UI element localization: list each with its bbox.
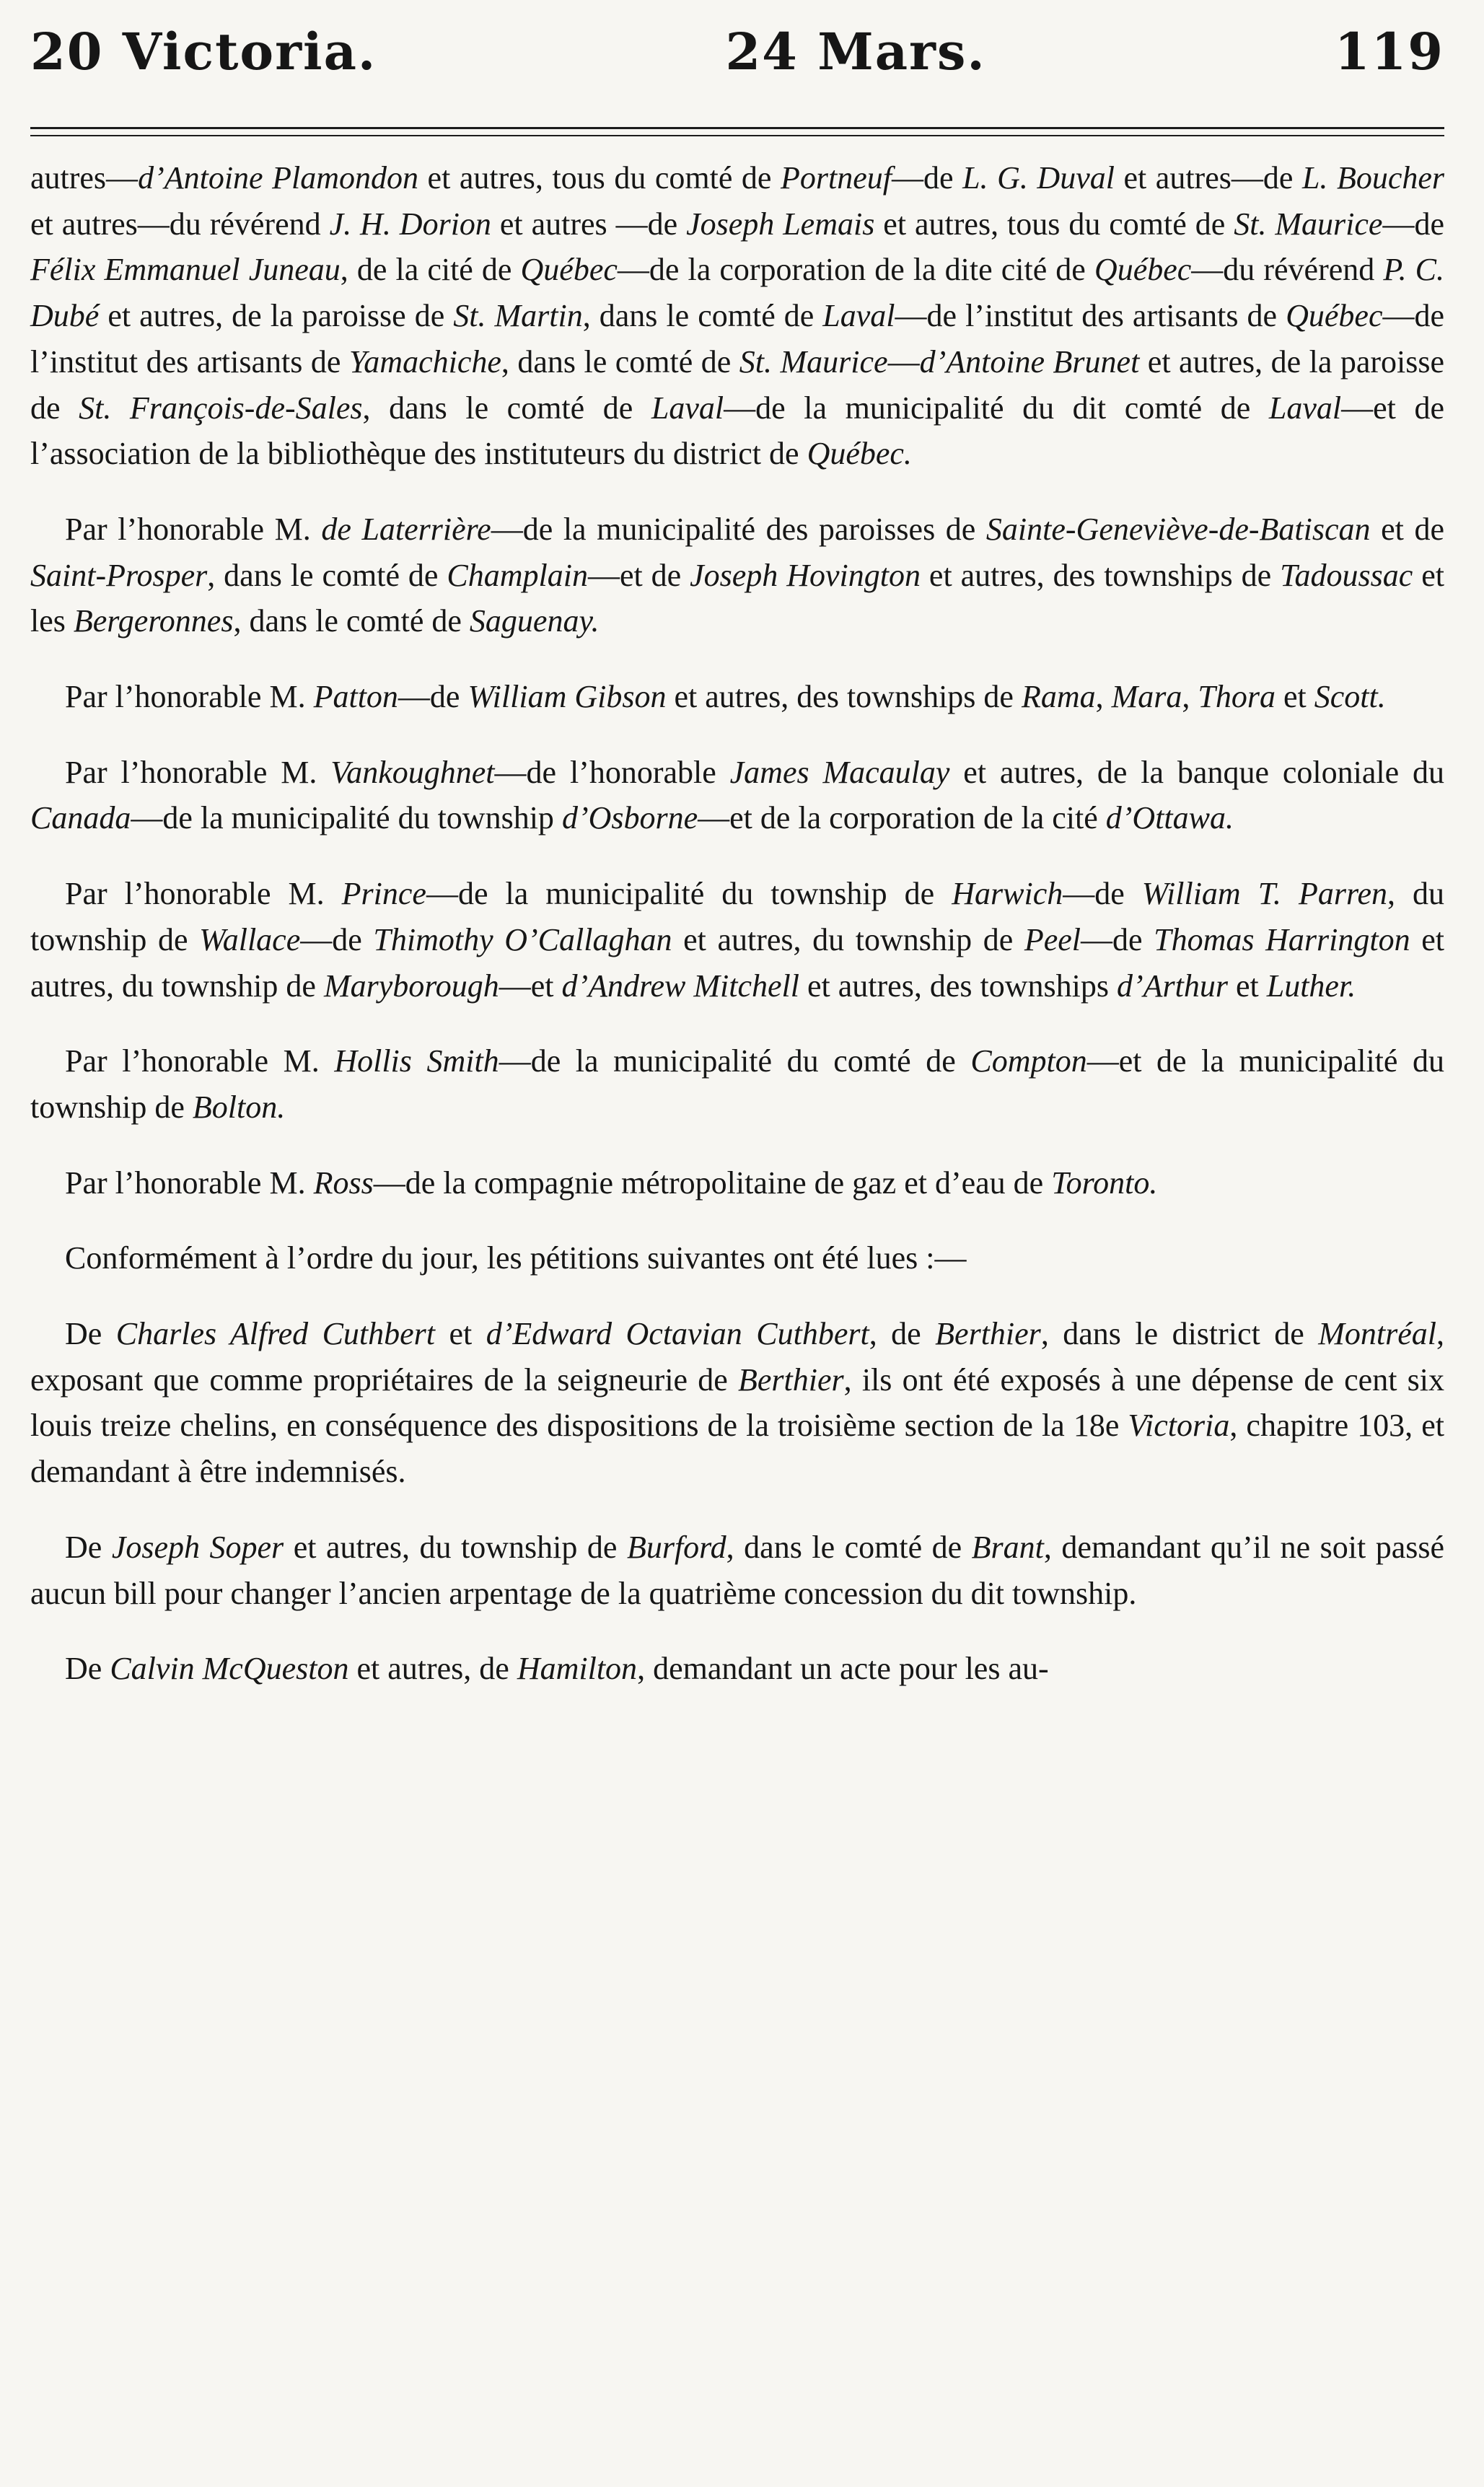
italic-name: St. François-de-Sales [79,390,363,426]
italic-name: d’Antoine Plamondon [138,160,418,196]
text-run: —et de l’association de la bibliothèque des instituteurs du district de [30,390,1445,472]
italic-name: Québec [1094,252,1192,288]
paragraph [30,871,1444,1009]
text-run: , dans le comté de [501,343,739,380]
italic-name: Québec. [807,436,912,472]
text-run: —de [300,921,374,957]
text-run: —de [1382,206,1444,242]
italic-name: Joseph Lemais [686,206,875,242]
italic-name: Sainte-Geneviève-de-Batiscan [985,511,1371,547]
page-number: 119 [1334,22,1444,82]
header-date: 24 Mars. [725,22,986,82]
italic-name: Peel [1024,921,1081,957]
text-run: —de la municipalité du township [131,800,562,836]
text-run: et autres, de la paroisse de [30,343,1445,426]
paragraph [30,1235,1444,1281]
text-run: Par l’honorable M. [65,511,322,547]
text-run: —de la municipalité du comté de [499,1043,971,1079]
text-run: , dans le comté de [207,557,447,593]
text-run: et autres, des townships [799,968,1117,1004]
italic-name: d’Ottawa. [1105,800,1234,836]
italic-name: Laval [651,390,724,426]
header-rule-thin [30,135,1444,136]
text-run: , dans le comté de [362,390,651,426]
italic-name: Berthier [935,1316,1041,1352]
paragraph [30,674,1444,720]
italic-name: Saguenay. [469,603,600,639]
text-run: et [435,1316,486,1352]
text-run: —de [398,679,468,715]
text-run: —de la municipalité du dit comté de [724,390,1269,426]
text-run: et autres—de [1114,160,1302,196]
text-run: Par l’honorable M. [65,754,331,790]
italic-name: Luther. [1266,968,1356,1004]
italic-name: Thimothy O’Callaghan [373,921,672,957]
text-run: —du révérend [1191,252,1384,288]
italic-name: Rama [1021,679,1096,715]
italic-name: L. Boucher [1301,160,1445,196]
paragraph [30,1311,1444,1495]
italic-name: Mara [1111,679,1182,715]
header-rule [30,127,1444,136]
italic-name: Joseph Hovington [690,557,921,593]
italic-name: Laval [822,298,895,334]
italic-name: Scott. [1314,679,1386,715]
italic-name: James Macaulay [729,754,950,790]
text-run: De [65,1316,116,1352]
italic-name: St. Maurice [739,343,888,380]
text-run: et autres, de [348,1651,517,1687]
text-run: , dans le comté de [582,298,823,334]
text-run: —de la municipalité du township de [426,876,952,912]
italic-name: Hollis Smith [334,1043,499,1079]
text-run: et autres, du township de [284,1529,627,1565]
text-run: et les [30,557,1444,639]
italic-name: Patton [313,679,398,715]
italic-name: William T. Parren [1141,876,1387,912]
italic-name: d’Antoine Brunet [919,343,1140,380]
text-run: et autres, de la banque coloniale du [949,754,1444,790]
italic-name: Thora [1198,679,1276,715]
text-run: — [887,343,920,380]
italic-name: d’Arthur [1116,968,1228,1004]
italic-name: Toronto. [1051,1164,1158,1201]
paragraph [30,1525,1444,1616]
text-run: —de l’institut des artisants de [895,298,1286,334]
text-run: De [65,1651,110,1687]
italic-name: L. G. Duval [962,160,1115,196]
text-run: —de l’institut des artisants de [30,298,1445,380]
text-run: et autres, tous du comté de [418,160,781,196]
paragraph [30,750,1444,841]
italic-name: Champlain [447,557,588,593]
italic-name: Laval [1268,390,1342,426]
text-run: —de la compagnie métropolitaine de gaz et d’eau de [373,1164,1052,1201]
text-run: —et de la municipalité du township de [30,1043,1444,1125]
text-run: et autres, tous du comté de [874,206,1234,242]
text-run: Par l’honorable M. [65,876,342,912]
text-run: , du township de [30,876,1445,957]
text-run: —et de la corporation de la cité [698,800,1106,836]
text-run: , dans le comté de [233,603,470,639]
italic-name: Yamachiche [348,343,501,380]
text-run: et autres, des townships de [920,557,1281,593]
italic-name: Tadoussac [1280,557,1413,593]
italic-name: d’Osborne [561,800,698,836]
text-run: , de [869,1316,936,1352]
text-run: Par l’honorable M. [65,1043,335,1079]
text-run: Conformément à l’ordre du jour, les pétitions suivantes ont été lues :— [65,1240,967,1276]
italic-name: de Laterrière [321,511,491,547]
italic-name: Maryborough [323,968,499,1004]
text-run: De [65,1529,112,1565]
italic-name: Félix Emmanuel Juneau [30,252,341,288]
text-run: —de [1063,876,1142,912]
italic-name: Charles Alfred Cuthbert [115,1316,436,1352]
paragraph [30,1038,1444,1130]
italic-name: Ross [313,1164,374,1201]
italic-name: Victoria [1128,1408,1230,1444]
italic-name: St. Martin [453,298,583,334]
text-run: , de la cité de [340,252,521,288]
italic-name: Joseph Soper [111,1529,284,1565]
italic-name: Québec [1286,298,1383,334]
header-rule-thick [30,127,1444,129]
italic-name: Québec [520,252,618,288]
italic-name: Prince [341,876,426,912]
text-run: Par l’honorable M. [65,1164,314,1201]
italic-name: Burford [626,1529,726,1565]
text-run: , chapitre 103, et demandant à être indemnisés. [30,1408,1444,1490]
text-run: —de [892,160,963,196]
italic-name: d’Andrew Mitchell [561,968,800,1004]
paragraph [30,155,1444,477]
paragraph [30,506,1444,644]
text-run: , exposant que comme propriétaires de la seigneurie de [30,1316,1444,1398]
italic-name: Vankoughnet [330,754,495,790]
italic-name: Compton [970,1043,1087,1079]
italic-name: J. H. Dorion [329,206,491,242]
text-run: , demandant qu’il ne soit passé aucun bill pour changer l’ancien arpentage de la quatrième concession du dit township. [30,1529,1445,1611]
text-run: —et [499,968,562,1004]
italic-name: Berthier [738,1361,844,1398]
text-run: et autres, de la paroisse de [99,298,454,334]
italic-name: Bergeronnes [73,603,234,639]
italic-name: P. C. Dubé [30,252,1444,334]
italic-name: Portneuf [781,160,892,196]
text-run: Par l’honorable M. [65,679,314,715]
italic-name: Calvin McQueston [110,1651,349,1687]
italic-name: d’Edward Octavian Cuthbert [486,1316,869,1352]
text-run: —de la municipalité des paroisses de [491,511,986,547]
italic-name: Thomas Harrington [1154,921,1410,957]
text-run: , ils ont été exposés à une dépense de cent six louis treize chelins, en conséquence des dispositions de la troisième section de la 18e [30,1361,1444,1444]
italic-name: Canada [30,800,131,836]
text-run: , [1095,679,1112,715]
italic-name: Bolton. [192,1089,286,1125]
text-run: et autres, des townships de [666,679,1022,715]
text-run: —de l’honorable [494,754,730,790]
text-run: —de [1081,921,1154,957]
text-run: et de [1370,511,1444,547]
text-run: autres— [30,160,139,196]
text-run: et autres —de [491,206,687,242]
italic-name: Brant [971,1529,1044,1565]
italic-name: Harwich [952,876,1063,912]
italic-name: Montréal [1318,1316,1436,1352]
text-run: —de la corporation de la dite cité de [617,252,1094,288]
running-header [30,22,1444,82]
italic-name: Hamilton [517,1651,638,1687]
header-year: 20 Victoria. [30,22,377,82]
italic-name: St. Maurice [1234,206,1383,242]
paragraph [30,1646,1444,1692]
text-run: et autres—du révérend [30,206,330,242]
text-run: et autres, du township de [672,921,1024,957]
italic-name: Saint-Prosper [30,557,208,593]
italic-name: Wallace [199,921,301,957]
text-run: , dans le district de [1040,1316,1319,1352]
journal-page [30,22,1444,1692]
text-run: , demandant un acte pour les au- [637,1651,1049,1687]
text-run: et [1275,679,1314,715]
page-body [30,155,1444,1692]
italic-name: William Gibson [467,679,667,715]
text-run: et [1227,968,1267,1004]
text-run: et autres, du township de [30,921,1445,1004]
text-run: —et de [587,557,690,593]
paragraph [30,1160,1444,1206]
text-run: , dans le comté de [726,1529,972,1565]
text-run: , [1182,679,1198,715]
